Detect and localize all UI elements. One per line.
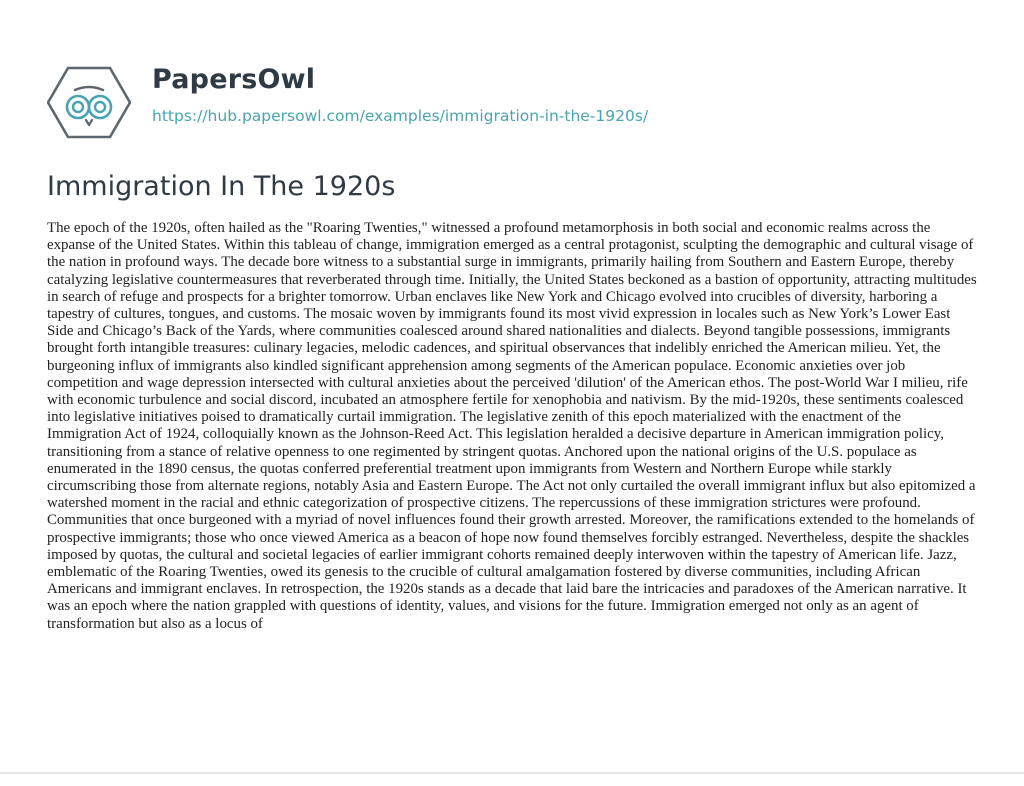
page-title: Immigration In The 1920s	[47, 171, 396, 202]
source-url-link[interactable]: https://hub.papersowl.com/examples/immigration-in-the-1920s/	[152, 107, 649, 125]
brand-name: PapersOwl	[152, 64, 316, 95]
essay-body-text: The epoch of the 1920s, often hailed as the "Roaring Twenties," witnessed a profound metamorphosis in both social and economic realms across the expanse of the United States. Within this tableau of change, immigration emerged as a central protagonist, sculpting the demographic and cultural visage of the nation in profound ways. The decade bore witness to a substantial surge in immigrants, primarily hailing from Southern and Eastern Europe, thereby catalyzing legislative countermeasures that reverberated through time. Initially, the United States beckoned as a bastion of opportunity, attracting multitudes in search of refuge and prospects for a brighter tomorrow. Urban enclaves like New York and Chicago evolved into crucibles of diversity, harboring a tapestry of cultures, tongues, and customs. The mosaic woven by immigrants found its most vivid expression in locales such as New York’s Lower East Side and Chicago’s Back of the Yards, where communities coalesced around shared nationalities and dialects. Beyond tangible possessions, immigrants brought forth intangible treasures: culinary legacies, melodic cadences, and spiritual observances that indelibly enriched the American milieu. Yet, the burgeoning influx of immigrants also kindled significant apprehension among segments of the American populace. Economic anxieties over job competition and wage depression intersected with cultural anxieties about the perceived 'dilution' of the American ethos. The post-World War I milieu, rife with economic turbulence and social discord, incubated an atmosphere fertile for xenophobia and nativism. By the mid-1920s, these sentiments coalesced into legislative initiatives poised to dramatically curtail immigration. The legislative zenith of this epoch materialized with the enactment of the Immigration Act of 1924, colloquially known as the Johnson-Reed Act. This legislation heralded a decisive departure in American immigration policy, transitioning from a stance of relative openness to one regimented by stringent quotas. Anchored upon the national origins of the U.S. populace as enumerated in the 1890 census, the quotas conferred preferential treatment upon immigrants from Western and Northern Europe while starkly circumscribing those from alternate regions, notably Asia and Eastern Europe. The Act not only curtailed the overall immigrant influx but also epitomized a watershed moment in the racial and ethnic categorization of prospective citizens. The repercussions of these immigration strictures were profound. Communities that once burgeoned with a myriad of novel influences found their growth arrested. Moreover, the ramifications extended to the homelands of prospective immigrants; those who once viewed America as a beacon of hope now found themselves forcibly estranged. Nevertheless, despite the shackles imposed by quotas, the cultural and societal legacies of earlier immigrant cohorts remained deeply interwoven within the tapestry of American life. Jazz, emblematic of the Roaring Twenties, owed its genesis to the crucible of cultural amalgamation fostered by diverse communities, including African Americans and immigrant enclaves. In retrospection, the 1920s stands as a decade that laid bare the intricacies and paradoxes of the American narrative. It was an epoch where the nation grappled with questions of identity, values, and visions for the future. Immigration emerged not only as an agent of transformation but also as a locus of	[47, 220, 977, 632]
owl-logo-icon	[47, 66, 131, 139]
bottom-divider	[0, 772, 1024, 774]
